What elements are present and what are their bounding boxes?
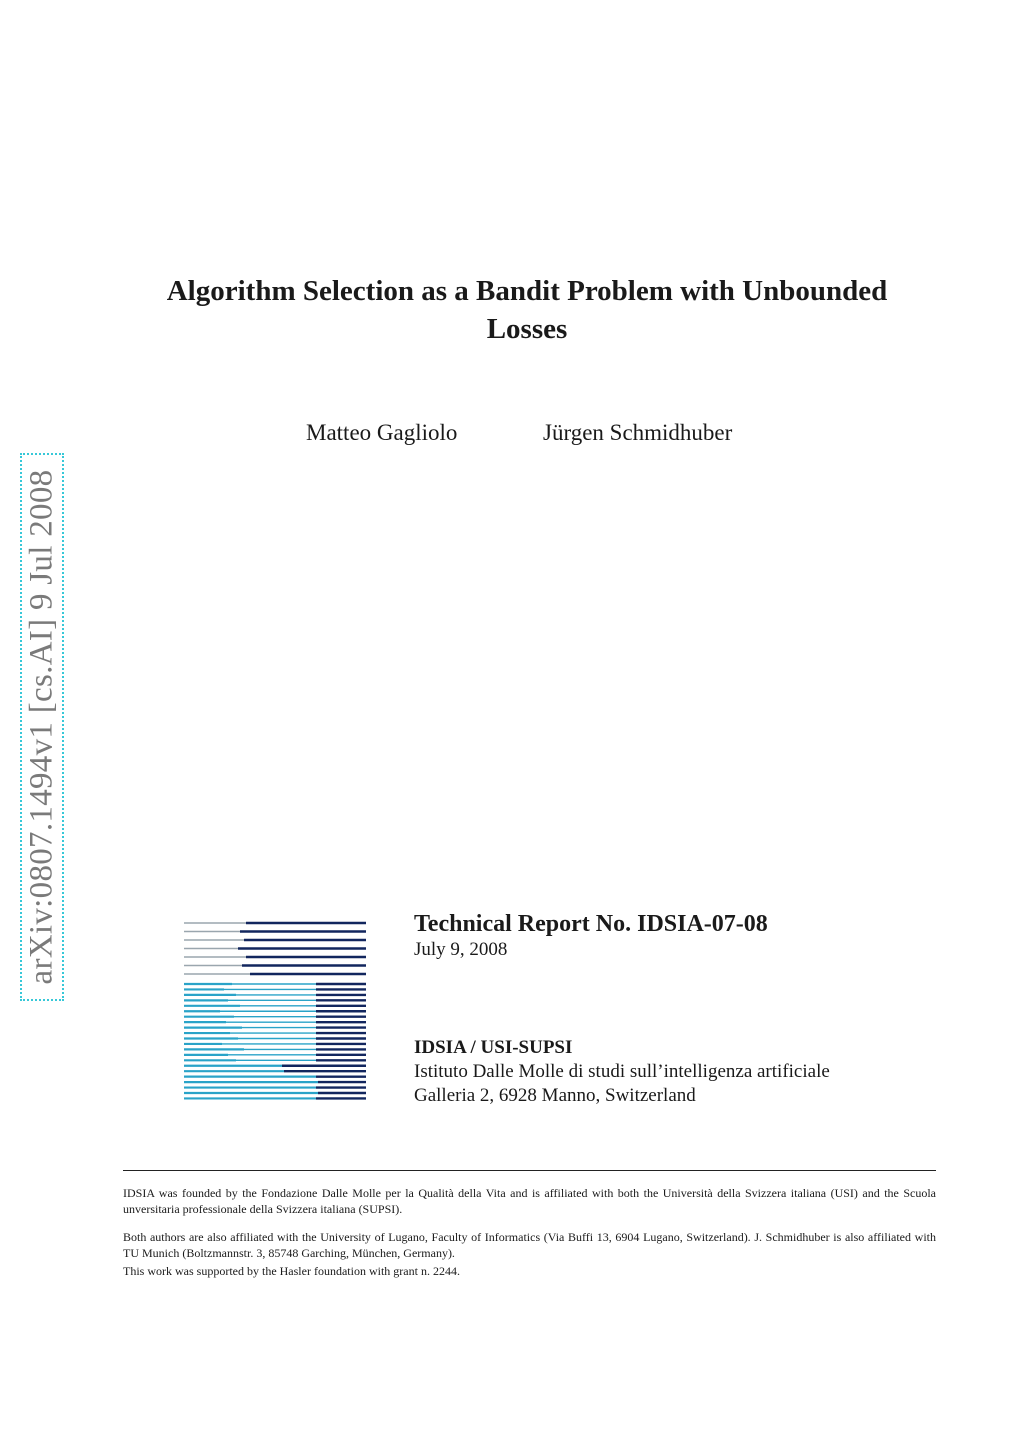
footnote-affiliations: Both authors are also affiliated with the University of Lugano, Faculty of Informatics (Via Buffi 13, 6904 Lugano, Switzerland). J. Schmidhuber is also affiliated with TU Munich (Boltzmannstr. 3, 85748 Garching, München, Germany). [123, 1230, 936, 1260]
report-number: Technical Report No. IDSIA-07-08 [414, 911, 768, 937]
paper-title [140, 272, 914, 348]
paper-title-line-1: Algorithm Selection as a Bandit Problem with Unbounded [166, 275, 888, 307]
footnote-funding: This work was supported by the Hasler foundation with grant n. 2244. [123, 1264, 460, 1278]
arxiv-stamp-text: arXiv:0807.1494v1 [cs.AI] 9 Jul 2008 [23, 469, 60, 985]
paper-title-line-2: Losses [486, 313, 568, 345]
arxiv-stamp[interactable] [20, 453, 64, 1001]
report-date: July 9, 2008 [414, 939, 508, 960]
idsia-logo [184, 920, 368, 1106]
author-name: Jürgen Schmidhuber [543, 420, 733, 445]
author-name: Matteo Gagliolo [306, 420, 458, 445]
footnote-idsia: IDSIA was founded by the Fondazione Dalle Molle per la Qualità della Vita and is affiliated with both the Università della Svizzera italiana (USI) and the Scuola unversitaria professionale della Svizzera italiana (SUPSI). [123, 1186, 936, 1216]
footnote-divider [123, 1170, 936, 1171]
institute-full-name: Istituto Dalle Molle di studi sull’intelligenza artificiale [414, 1061, 830, 1082]
institute-name: IDSIA / USI-SUPSI [414, 1037, 573, 1058]
institute-address: Galleria 2, 6928 Manno, Switzerland [414, 1085, 696, 1106]
